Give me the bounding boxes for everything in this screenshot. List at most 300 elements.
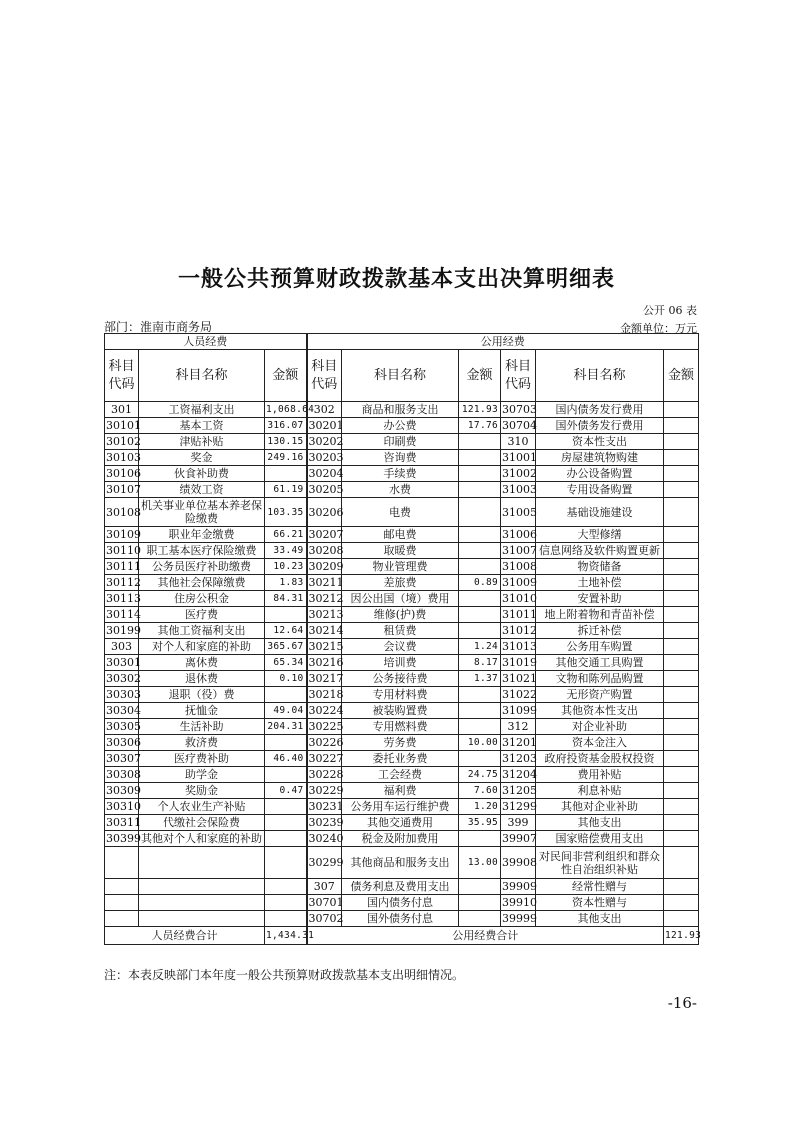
code-cell: 30203 — [308, 451, 344, 464]
code-cell — [105, 847, 139, 879]
code-cell — [105, 911, 139, 927]
amount-cell — [664, 655, 699, 671]
amount-cell — [664, 767, 699, 783]
amount-cell — [459, 623, 501, 639]
name-cell: 维修(护)费 — [342, 607, 459, 623]
amount-cell — [459, 591, 501, 607]
name-cell: 地上附着物和青苗补偿 — [536, 607, 664, 623]
amount-cell — [664, 831, 699, 847]
header-name: 科目名称 — [139, 350, 265, 402]
table-row — [105, 799, 699, 815]
department-label: 部门：淮南市商务局 — [104, 320, 213, 334]
code-cell: 30201 — [308, 419, 344, 432]
code-cell: 31005 — [501, 498, 536, 527]
code-cell: 30108 — [105, 498, 139, 527]
name-cell: 资本金注入 — [536, 735, 664, 751]
name-cell: 奖金 — [139, 450, 265, 466]
name-cell: 机关事业单位基本养老保险缴费 — [139, 498, 265, 527]
code-cell: 30114 — [106, 608, 141, 621]
name-cell: 政府投资基金股权投资 — [536, 751, 664, 767]
table-row — [105, 719, 699, 735]
code-cell: 30302 — [106, 672, 141, 685]
code-cell: 30306 — [106, 736, 141, 749]
name-cell: 离休费 — [139, 655, 265, 671]
code-cell — [105, 895, 139, 911]
code-cell: 301 — [105, 402, 139, 418]
table-row — [105, 911, 699, 927]
code-cell: 312 — [501, 719, 536, 735]
amount-cell: 0.89 — [459, 575, 501, 591]
amount-cell: 10.00 — [459, 735, 501, 751]
name-cell: 债务利息及费用支出 — [342, 879, 459, 895]
table-row — [105, 831, 699, 847]
name-cell — [139, 847, 265, 879]
personnel-total-amount: 1,434.31 — [265, 927, 307, 945]
name-cell: 物资储备 — [536, 559, 664, 575]
code-cell: 39909 — [502, 880, 538, 893]
code-cell: 31007 — [502, 544, 538, 557]
code-cell: 30229 — [308, 784, 344, 797]
code-cell: 39908 — [501, 847, 536, 879]
table-row — [105, 879, 699, 895]
amount-cell: 1.83 — [265, 575, 307, 591]
name-cell: 差旅费 — [342, 575, 459, 591]
name-cell: 税金及附加费用 — [342, 831, 459, 847]
amount-cell — [664, 735, 699, 751]
amount-cell — [459, 895, 501, 911]
table-row — [105, 735, 699, 751]
amount-cell: 204.31 — [265, 719, 307, 735]
name-cell: 退职（役）费 — [139, 687, 265, 703]
amount-cell — [664, 799, 699, 815]
amount-cell — [459, 450, 501, 466]
name-cell: 国内债务付息 — [342, 895, 459, 911]
name-cell: 水费 — [342, 482, 459, 498]
name-cell: 邮电费 — [342, 527, 459, 543]
name-cell: 专用燃料费 — [342, 719, 459, 735]
code-cell: 31003 — [502, 483, 538, 496]
name-cell: 安置补助 — [536, 591, 664, 607]
code-cell: 31012 — [502, 624, 538, 637]
code-cell: 30101 — [106, 419, 141, 432]
code-cell: 30217 — [308, 672, 344, 685]
name-cell: 对企业补助 — [536, 719, 664, 735]
name-cell: 劳务费 — [342, 735, 459, 751]
code-cell: 30199 — [106, 624, 141, 637]
amount-cell — [664, 466, 699, 482]
code-cell: 31021 — [502, 672, 538, 685]
name-cell: 医疗费补助 — [139, 751, 265, 767]
table-row — [105, 402, 699, 418]
code-cell: 30301 — [106, 656, 141, 669]
code-cell: 302 — [307, 402, 342, 418]
amount-cell — [664, 751, 699, 767]
amount-cell — [664, 895, 699, 911]
name-cell: 因公出国（境）费用 — [342, 591, 459, 607]
amount-cell: 8.17 — [459, 655, 501, 671]
code-cell: 30206 — [307, 498, 342, 527]
code-cell: 30299 — [307, 847, 342, 879]
code-cell: 30240 — [308, 832, 344, 845]
amount-cell — [265, 767, 307, 783]
code-cell: 30213 — [308, 608, 344, 621]
totals-row — [105, 927, 699, 945]
amount-cell: 130.15 — [265, 434, 307, 450]
name-cell — [139, 911, 265, 927]
name-cell: 救济费 — [139, 735, 265, 751]
page-title: 一般公共预算财政拨款基本支出决算明细表 — [177, 267, 615, 292]
header-code: 科目代码 — [501, 350, 536, 402]
code-cell: 31205 — [502, 784, 538, 797]
table-row — [105, 751, 699, 767]
code-cell: 31009 — [502, 576, 538, 589]
code-cell: 30304 — [106, 704, 141, 717]
amount-cell: 61.19 — [265, 482, 307, 498]
name-cell: 专用材料费 — [342, 687, 459, 703]
amount-cell: 1.20 — [459, 799, 501, 815]
table-row — [105, 639, 699, 655]
code-cell: 30207 — [308, 528, 344, 541]
table-row — [105, 466, 699, 482]
name-cell: 公务用车运行维护费 — [342, 799, 459, 815]
amount-cell — [459, 527, 501, 543]
code-cell: 31002 — [502, 467, 538, 480]
header-code: 科目代码 — [105, 350, 139, 402]
header-amount: 金额 — [664, 350, 699, 402]
footnote: 注：本表反映部门本年度一般公共预算财政拨款基本支出明细情况。 — [104, 968, 465, 982]
name-cell: 代缴社会保险费 — [139, 815, 265, 831]
amount-cell — [459, 879, 501, 895]
name-cell: 电费 — [342, 498, 459, 527]
header-code: 科目代码 — [307, 350, 342, 402]
code-cell: 30103 — [106, 451, 141, 464]
amount-cell: 1,068.64 — [265, 402, 307, 418]
table-row — [105, 671, 699, 687]
amount-cell — [459, 466, 501, 482]
amount-cell — [459, 559, 501, 575]
code-cell: 30239 — [308, 816, 344, 829]
amount-cell — [459, 498, 501, 527]
name-cell: 利息补贴 — [536, 783, 664, 799]
code-cell: 31203 — [502, 752, 538, 765]
name-cell: 咨询费 — [342, 450, 459, 466]
code-cell: 30305 — [106, 720, 141, 733]
name-cell: 医疗费 — [139, 607, 265, 623]
amount-cell — [664, 559, 699, 575]
table-row — [105, 591, 699, 607]
code-cell: 30209 — [308, 560, 344, 573]
code-cell: 30399 — [106, 832, 141, 845]
table-body — [105, 402, 699, 927]
code-cell: 30111 — [106, 560, 141, 573]
name-cell: 其他社会保障缴费 — [139, 575, 265, 591]
name-cell: 信息网络及软件购置更新 — [536, 543, 664, 559]
code-cell: 30303 — [106, 688, 141, 701]
code-cell: 31201 — [502, 736, 538, 749]
expenditure-table — [104, 333, 702, 945]
name-cell: 个人农业生产补贴 — [139, 799, 265, 815]
name-cell: 办公费 — [342, 418, 459, 434]
code-cell: 31008 — [502, 560, 538, 573]
amount-cell — [265, 879, 307, 895]
code-cell: 30702 — [308, 912, 344, 925]
name-cell: 基本工资 — [139, 418, 265, 434]
code-cell: 30308 — [106, 768, 141, 781]
amount-cell: 33.49 — [265, 543, 307, 559]
table-row — [105, 783, 699, 799]
code-cell: 30703 — [502, 403, 538, 416]
code-cell: 31010 — [502, 592, 538, 605]
amount-cell: 65.34 — [265, 655, 307, 671]
name-cell: 其他交通费用 — [342, 815, 459, 831]
amount-cell — [459, 687, 501, 703]
name-cell: 公务员医疗补助缴费 — [139, 559, 265, 575]
name-cell: 文物和陈列品购置 — [536, 671, 664, 687]
name-cell: 资本性支出 — [536, 434, 664, 450]
amount-cell — [664, 402, 699, 418]
name-cell: 国外债务发行费用 — [536, 418, 664, 434]
name-cell: 对民间非营利组织和群众性自治组织补贴 — [536, 847, 664, 879]
code-cell: 30216 — [308, 656, 344, 669]
amount-cell — [664, 527, 699, 543]
code-cell: 30205 — [308, 483, 344, 496]
code-cell: 30307 — [106, 752, 141, 765]
name-cell: 国内债务发行费用 — [536, 402, 664, 418]
header-amount: 金额 — [459, 350, 501, 402]
code-cell: 30110 — [106, 544, 141, 557]
name-cell: 绩效工资 — [139, 482, 265, 498]
amount-cell — [265, 895, 307, 911]
amount-cell: 84.31 — [265, 591, 307, 607]
amount-cell — [664, 639, 699, 655]
amount-cell: 66.21 — [265, 527, 307, 543]
name-cell: 印刷费 — [342, 434, 459, 450]
name-cell: 其他工资福利支出 — [139, 623, 265, 639]
amount-cell — [265, 847, 307, 879]
name-cell: 对个人和家庭的补助 — [139, 639, 265, 655]
name-cell: 住房公积金 — [139, 591, 265, 607]
table-row — [105, 767, 699, 783]
amount-cell — [664, 575, 699, 591]
name-cell — [139, 895, 265, 911]
amount-cell — [664, 703, 699, 719]
name-cell: 手续费 — [342, 466, 459, 482]
name-cell — [139, 879, 265, 895]
name-cell: 退休费 — [139, 671, 265, 687]
name-cell: 委托业务费 — [342, 751, 459, 767]
amount-cell — [664, 687, 699, 703]
name-cell: 伙食补助费 — [139, 466, 265, 482]
amount-cell — [265, 831, 307, 847]
code-cell: 30218 — [308, 688, 344, 701]
amount-cell — [664, 498, 699, 527]
code-cell: 30109 — [106, 528, 141, 541]
name-cell: 资本性赠与 — [536, 895, 664, 911]
name-cell: 国外债务付息 — [342, 911, 459, 927]
code-cell: 39910 — [502, 896, 538, 909]
name-cell: 其他支出 — [536, 911, 664, 927]
amount-cell: 103.35 — [265, 498, 307, 527]
code-cell: 31204 — [502, 768, 538, 781]
table-row — [105, 418, 699, 434]
code-cell: 30228 — [308, 768, 344, 781]
name-cell: 其他资本性支出 — [536, 703, 664, 719]
amount-cell: 0.47 — [265, 783, 307, 799]
amount-cell — [459, 911, 501, 927]
table-row — [105, 655, 699, 671]
form-number: 公开 06 表 — [643, 304, 697, 317]
group-header-public: 公用经费 — [307, 334, 699, 350]
table-row — [105, 450, 699, 466]
code-cell: 31022 — [502, 688, 538, 701]
amount-cell: 1.37 — [459, 671, 501, 687]
table-row — [105, 703, 699, 719]
table-row — [105, 607, 699, 623]
name-cell: 其他对企业补助 — [536, 799, 664, 815]
table-row — [105, 434, 699, 450]
name-cell: 会议费 — [342, 639, 459, 655]
amount-cell — [265, 799, 307, 815]
amount-cell — [459, 482, 501, 498]
code-cell: 399 — [501, 815, 536, 831]
code-cell: 30211 — [308, 576, 344, 589]
amount-cell — [664, 450, 699, 466]
amount-cell — [265, 687, 307, 703]
amount-cell — [664, 418, 699, 434]
name-cell: 大型修缮 — [536, 527, 664, 543]
amount-cell — [664, 482, 699, 498]
amount-cell — [459, 434, 501, 450]
code-cell: 30215 — [308, 640, 344, 653]
code-cell — [105, 879, 139, 895]
amount-cell — [664, 879, 699, 895]
table-row — [105, 815, 699, 831]
amount-cell — [664, 911, 699, 927]
amount-cell — [265, 735, 307, 751]
table-row — [105, 527, 699, 543]
amount-cell: 316.07 — [265, 418, 307, 434]
code-cell: 30107 — [106, 483, 141, 496]
name-cell: 培训费 — [342, 655, 459, 671]
amount-cell — [664, 671, 699, 687]
amount-cell: 12.64 — [265, 623, 307, 639]
code-cell: 30112 — [106, 576, 141, 589]
code-cell: 31019 — [502, 656, 538, 669]
name-cell: 基础设施建设 — [536, 498, 664, 527]
name-cell: 助学金 — [139, 767, 265, 783]
code-cell: 30113 — [106, 592, 141, 605]
name-cell: 其他对个人和家庭的补助 — [139, 831, 265, 847]
name-cell: 福利费 — [342, 783, 459, 799]
name-cell: 公务接待费 — [342, 671, 459, 687]
amount-cell — [664, 607, 699, 623]
code-cell: 30704 — [502, 419, 538, 432]
public-total-amount: 121.93 — [664, 927, 699, 945]
amount-cell — [664, 543, 699, 559]
name-cell: 专用设备购置 — [536, 482, 664, 498]
name-cell: 其他交通工具购置 — [536, 655, 664, 671]
amount-cell: 13.00 — [459, 847, 501, 879]
code-cell: 31299 — [502, 800, 538, 813]
name-cell: 奖励金 — [139, 783, 265, 799]
amount-cell — [265, 466, 307, 482]
name-cell: 职业年金缴费 — [139, 527, 265, 543]
name-cell: 费用补贴 — [536, 767, 664, 783]
amount-cell: 365.67 — [265, 639, 307, 655]
amount-cell — [664, 847, 699, 879]
amount-cell — [459, 719, 501, 735]
code-cell: 30214 — [308, 624, 344, 637]
code-cell: 30224 — [308, 704, 344, 717]
code-cell: 30309 — [106, 784, 141, 797]
name-cell: 商品和服务支出 — [342, 402, 459, 418]
name-cell: 土地补偿 — [536, 575, 664, 591]
code-cell: 30226 — [308, 736, 344, 749]
amount-cell: 0.10 — [265, 671, 307, 687]
code-cell: 31001 — [502, 451, 538, 464]
name-cell: 经常性赠与 — [536, 879, 664, 895]
code-cell: 307 — [307, 879, 342, 895]
code-cell: 30202 — [308, 435, 344, 448]
name-cell: 无形资产购置 — [536, 687, 664, 703]
name-cell: 国家赔偿费用支出 — [536, 831, 664, 847]
table-row — [105, 623, 699, 639]
amount-cell: 121.93 — [459, 402, 501, 418]
amount-cell: 49.04 — [265, 703, 307, 719]
code-cell: 31006 — [502, 528, 538, 541]
code-cell: 30701 — [308, 896, 344, 909]
group-header-personnel: 人员经费 — [105, 334, 307, 350]
code-cell: 30212 — [308, 592, 344, 605]
personnel-total-label: 人员经费合计 — [105, 927, 265, 945]
expenditure-table-container — [104, 333, 702, 945]
name-cell: 工资福利支出 — [139, 402, 265, 418]
amount-cell: 46.40 — [265, 751, 307, 767]
name-cell: 抚恤金 — [139, 703, 265, 719]
unit-label: 金额单位：万元 — [620, 322, 697, 335]
name-cell: 其他商品和服务支出 — [342, 847, 459, 879]
code-cell: 31013 — [502, 640, 538, 653]
code-cell: 31099 — [502, 704, 538, 717]
name-cell: 拆迁补偿 — [536, 623, 664, 639]
code-cell: 30310 — [106, 800, 141, 813]
code-cell: 30204 — [308, 467, 344, 480]
name-cell: 被装购置费 — [342, 703, 459, 719]
table-row — [105, 498, 699, 527]
amount-cell: 17.76 — [459, 418, 501, 434]
page-number: -16- — [667, 994, 697, 1012]
amount-cell — [459, 831, 501, 847]
amount-cell — [459, 543, 501, 559]
amount-cell: 35.95 — [459, 815, 501, 831]
amount-cell: 7.60 — [459, 783, 501, 799]
name-cell: 办公设备购置 — [536, 466, 664, 482]
name-cell: 工会经费 — [342, 767, 459, 783]
amount-cell: 249.16 — [265, 450, 307, 466]
name-cell: 房屋建筑物购建 — [536, 450, 664, 466]
table-row — [105, 543, 699, 559]
header-name: 科目名称 — [342, 350, 459, 402]
amount-cell: 10.23 — [265, 559, 307, 575]
amount-cell — [265, 911, 307, 927]
amount-cell: 1.24 — [459, 639, 501, 655]
amount-cell — [664, 815, 699, 831]
table-row — [105, 895, 699, 911]
name-cell: 其他支出 — [536, 815, 664, 831]
code-cell: 303 — [105, 639, 139, 655]
header-name: 科目名称 — [536, 350, 664, 402]
table-row — [105, 575, 699, 591]
